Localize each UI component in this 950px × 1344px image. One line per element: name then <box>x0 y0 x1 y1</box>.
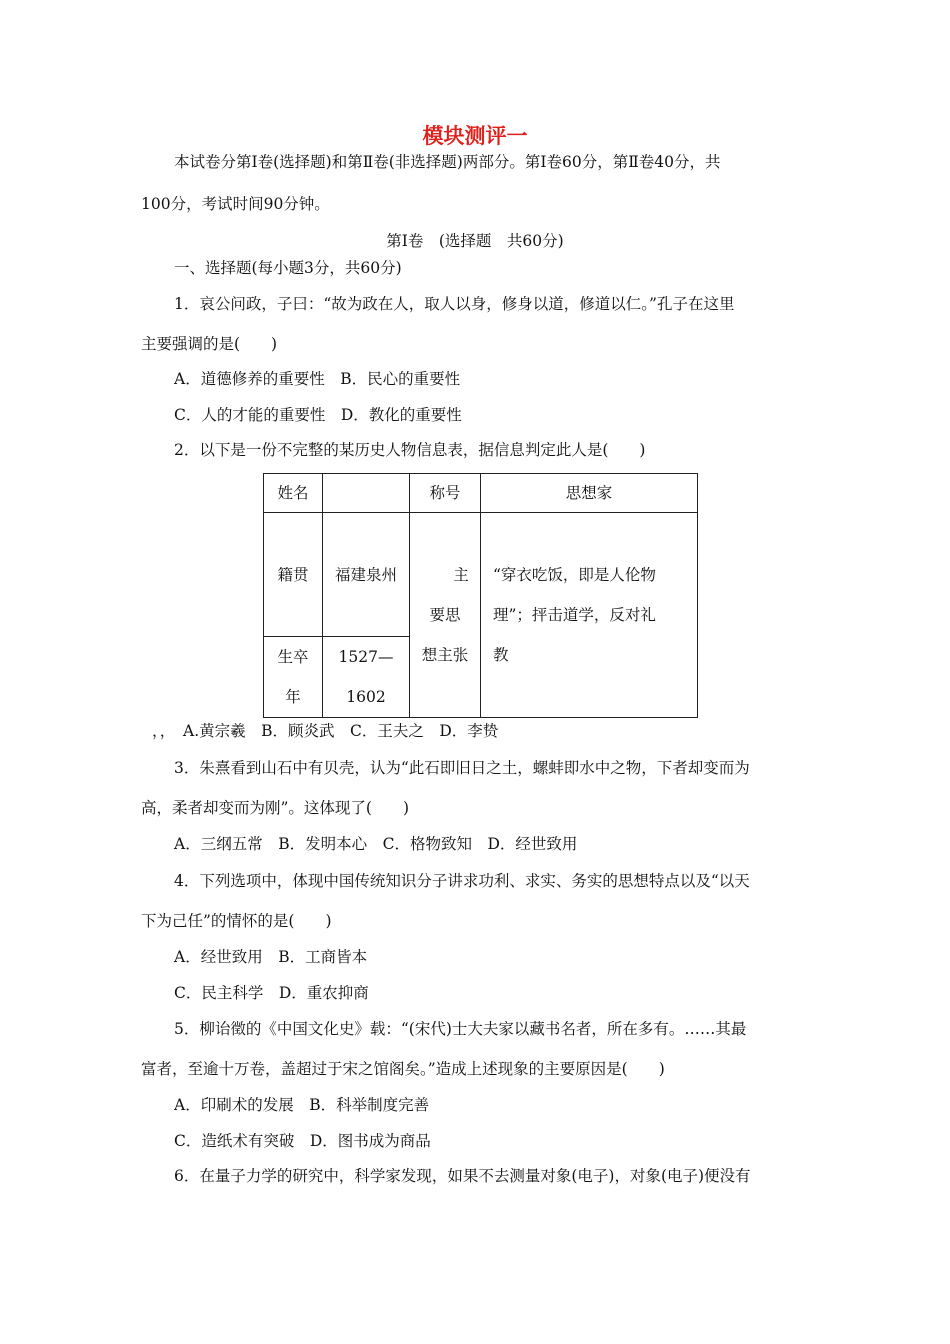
intro-line-1: 本试卷分第Ⅰ卷(选择题)和第Ⅱ卷(非选择题)两部分。第Ⅰ卷60分，第Ⅱ卷40分，共 <box>174 153 721 171</box>
q3-options: A．三纲五常 B．发明本心 C．格物致知 D．经世致用 <box>174 835 578 853</box>
q1-options-2: C．人的才能的重要性 D．教化的重要性 <box>174 406 462 424</box>
q5-options-2: C．造纸术有突破 D．图书成为商品 <box>174 1132 431 1150</box>
part-heading: 一、选择题(每小题3分，共60分) <box>174 259 402 277</box>
life-label-1: 生卒 <box>277 648 309 666</box>
q4-stem-1: 4．下列选项中，体现中国传统知识分子讲求功利、求实、务实的思想特点以及“以天 <box>174 872 750 890</box>
q4-options-2: C．民主科学 D．重农抑商 <box>174 984 369 1002</box>
life-value <box>323 637 410 718</box>
q1-options-1: A．道德修养的重要性 B．民心的重要性 <box>174 370 461 388</box>
page-title: 模块测评一 <box>422 124 528 148</box>
person-info-table <box>263 473 698 718</box>
idea-value <box>481 513 698 718</box>
life-label-2: 年 <box>285 688 301 706</box>
section-title: 第Ⅰ卷 (选择题 共60分) <box>386 232 564 250</box>
name-value <box>323 474 410 513</box>
q6-stem-1: 6．在量子力学的研究中，科学家发现，如果不去测量对象(电子)，对象(电子)便没有 <box>174 1167 751 1185</box>
idea-label-1: 主 <box>453 566 469 584</box>
q4-options-1: A．经世致用 B．工商皆本 <box>174 948 368 966</box>
q5-stem-1: 5．柳诒徵的《中国文化史》载：“(宋代)士大夫家以藏书名者，所在多有。……其最 <box>174 1020 747 1038</box>
title-label: 称号 <box>410 474 481 513</box>
q3-stem-2: 高，柔者却变而为刚”。这体现了( ) <box>141 799 410 817</box>
life-value-1: 1527— <box>338 648 394 666</box>
idea-value-2: 理”；抨击道学，反对礼 <box>493 606 656 624</box>
q2-stem: 2．以下是一份不完整的某历史人物信息表，据信息判定此人是( ) <box>174 441 646 459</box>
q5-stem-2: 富者，至逾十万卷，盖超过于宋之馆阁矣。”造成上述现象的主要原因是( ) <box>141 1060 665 1078</box>
intro-line-2: 100分，考试时间90分钟。 <box>141 195 330 213</box>
idea-value-3: 教 <box>493 646 509 664</box>
q3-stem-1: 3．朱熹看到山石中有贝壳，认为“此石即旧日之土，螺蚌即水中之物，下者却变而为 <box>174 759 750 777</box>
idea-label-2: 要思 <box>429 606 461 624</box>
life-label <box>264 637 323 718</box>
q4-stem-2: 下为己任”的情怀的是( ) <box>141 912 332 930</box>
q1-stem-1: 1．哀公问政，子曰：“故为政在人，取人以身，修身以道，修道以仁。”孔子在这里 <box>174 295 735 313</box>
idea-value-1: “穿衣吃饭，即是人伦物 <box>493 566 656 584</box>
name-label: 姓名 <box>264 474 323 513</box>
q1-stem-2: 主要强调的是( ) <box>141 335 278 353</box>
origin-label: 籍贯 <box>264 513 323 637</box>
origin-value: 福建泉州 <box>323 513 410 637</box>
life-value-2: 1602 <box>346 688 386 706</box>
title-value: 思想家 <box>481 474 698 513</box>
q5-options-1: A．印刷术的发展 B．科举制度完善 <box>174 1096 430 1114</box>
q2-options: ，， A.黄宗羲 B．顾炎武 C．王夫之 D．李贽 <box>152 722 499 740</box>
idea-label <box>410 513 481 718</box>
idea-label-3: 想主张 <box>421 646 469 664</box>
